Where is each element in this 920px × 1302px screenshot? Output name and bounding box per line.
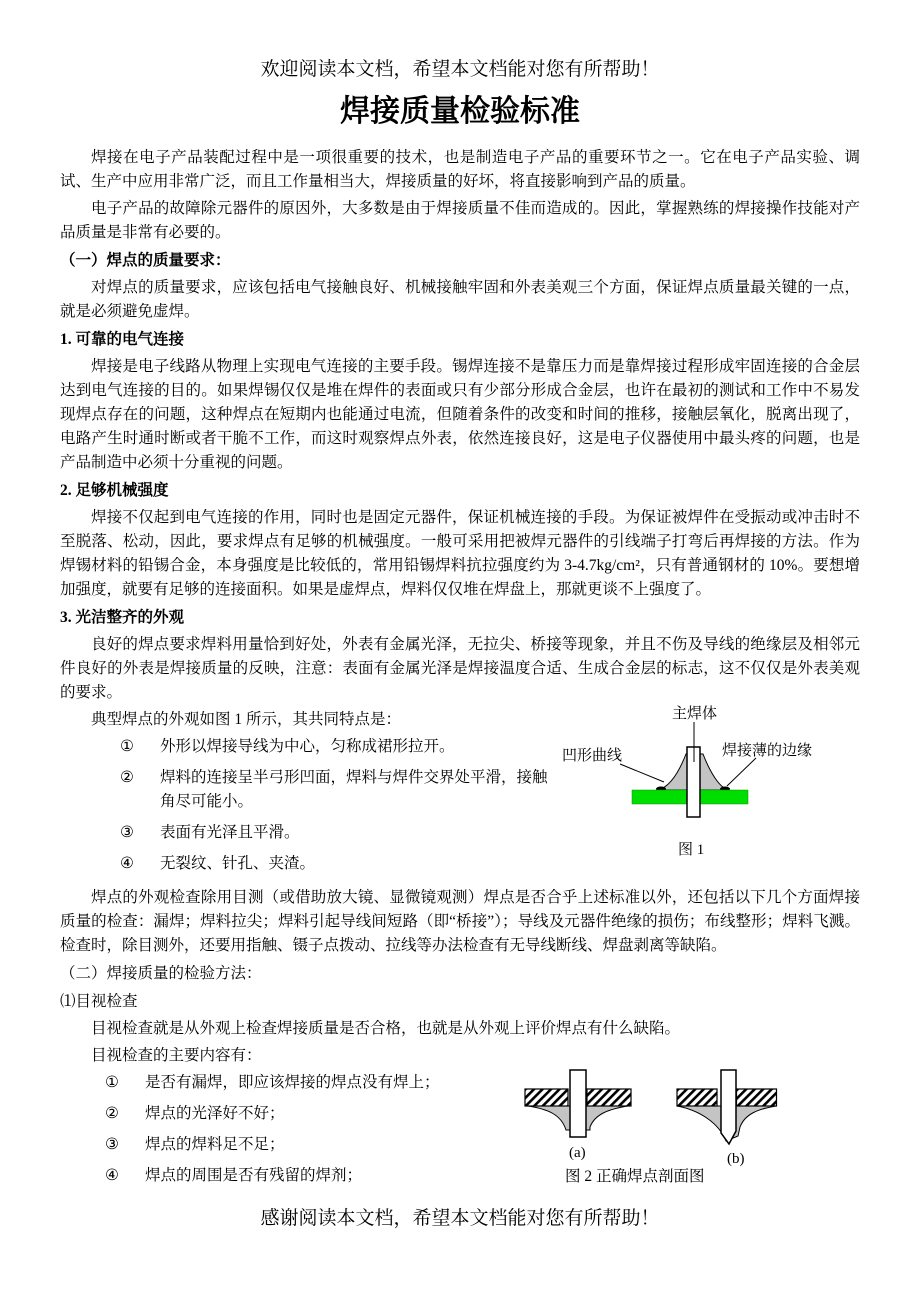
feature-lead-in: 典型焊点的外观如图 1 所示，其共同特点是： xyxy=(91,711,402,728)
list-item-marker: ③ xyxy=(120,824,134,841)
figure2-section xyxy=(60,1071,860,1195)
list-item xyxy=(60,735,560,759)
list-item-marker: ② xyxy=(105,1105,119,1122)
list-item-marker: ④ xyxy=(105,1167,119,1184)
section1-sub3-heading: 3. 光洁整齐的外观 xyxy=(60,609,185,626)
board-b-right-shape xyxy=(737,1089,777,1106)
header-note: 欢迎阅读本文档，希望本文档能对您有所帮助！ xyxy=(260,59,660,80)
section2-sub1-heading: ⑴目视检查 xyxy=(60,993,138,1010)
figure1-column xyxy=(560,708,860,883)
list-item xyxy=(60,766,560,814)
list-item-marker: ③ xyxy=(105,1136,119,1153)
figure1-caption: 图 1 xyxy=(678,842,705,858)
figure1-solder-joint-diagram xyxy=(560,702,860,872)
footer-note: 感谢阅读本文档，希望本文档能对您有所帮助！ xyxy=(260,1208,660,1229)
figure2-label-b: (b) xyxy=(727,1151,745,1167)
lead-b-shape xyxy=(721,1070,736,1144)
board-a-right-shape xyxy=(587,1089,631,1106)
section1-intro: 对焊点的质量要求，应该包括电气接触良好、机械接触牢固和外表美观三个方面，保证焊点质量最关键的一点，就是必须避免虚焊。 xyxy=(60,279,860,320)
board-a-left-shape xyxy=(525,1089,568,1106)
figure1-label-main-body: 主焊体 xyxy=(672,706,718,722)
list-item xyxy=(60,1071,505,1095)
figure2-solder-cross-section-diagram xyxy=(505,1057,860,1192)
list-item xyxy=(60,1133,505,1157)
section1-sub3-body: 良好的焊点要求焊料用量恰到好处，外表有金属光泽，无拉尖、桥接等现象，并且不伤及导线的绝缘层及相邻元件良好的外表是焊接质量的反映，注意：表面有金属光泽是焊接温度合适、生成合金层的标志，这不仅仅是外表美观的要求。 xyxy=(60,636,860,701)
figure2-label-a: (a) xyxy=(569,1145,586,1161)
list-item-marker: ④ xyxy=(120,855,134,872)
list-item-text: 焊点的光泽好不好； xyxy=(145,1105,285,1122)
figure2-column xyxy=(505,1071,860,1195)
list-item-text: 焊料的连接呈半弓形凹面，焊料与焊件交界处平滑，接触角尽可能小。 xyxy=(160,769,548,810)
section2-sub1-p2: 目视检查的主要内容有： xyxy=(91,1047,262,1064)
list-item-text: 焊点的周围是否有残留的焊剂； xyxy=(145,1167,363,1184)
page-title: 焊接质量检验标准 xyxy=(340,95,580,128)
list-item xyxy=(60,821,560,845)
list-item xyxy=(60,1102,505,1126)
list-item-text: 外形以焊接导线为中心，匀称成裙形拉开。 xyxy=(160,738,455,755)
figure2-text-column xyxy=(60,1071,505,1195)
list-item-text: 无裂纹、针孔、夹渣。 xyxy=(160,855,316,872)
board-b-left-shape xyxy=(677,1089,717,1106)
list-item-text: 表面有光泽且平滑。 xyxy=(160,824,300,841)
list-item xyxy=(60,852,560,876)
figure1-label-concave: 凹形曲线 xyxy=(562,748,623,764)
pointer-line-concave xyxy=(620,764,664,782)
figure1-label-thin-edge: 焊接薄的边缘 xyxy=(722,743,813,759)
section1-sub2-heading: 2. 足够机械强度 xyxy=(60,482,169,499)
section1-sub2-body: 焊接不仅起到电气连接的作用，同时也是固定元器件，保证机械连接的手段。为保证被焊件在受振动或冲击时不至脱落、松动，因此，要求焊点有足够的机械强度。一般可采用把被焊元器件的引线端子打弯后再焊接的方法。作为焊锡材料的铅锡合金，本身强度是比较低的，常用铅锡焊料抗拉强度约为 3-4.7kg/cm²，只有普通钢材的 10%。要想增加强度，就要有足够的连接面积。如果是虚焊点，焊料仅仅堆在焊盘上，那就更谈不上强度了。 xyxy=(60,509,860,598)
section1-sub1-heading: 1. 可靠的电气连接 xyxy=(60,331,185,348)
list-item-marker: ① xyxy=(120,738,134,755)
section1-heading: （一）焊点的质量要求： xyxy=(60,252,231,269)
list-item xyxy=(60,1164,505,1188)
intro-paragraph-2: 电子产品的故障除元器件的原因外，大多数是由于焊接质量不佳而造成的。因此，掌握熟练的焊接操作技能对产品质量是非常有必要的。 xyxy=(60,200,860,241)
intro-paragraph-1: 焊接在电子产品装配过程中是一项很重要的技术，也是制造电子产品的重要环节之一。它在电子产品实验、调试、生产中应用非常广泛，而且工作量相当大，焊接质量的好坏，将直接影响到产品的质量。 xyxy=(60,149,860,190)
list-item-text: 焊点的焊料足不足； xyxy=(145,1136,285,1153)
pointer-line-thin-edge xyxy=(727,758,756,786)
section1-outro: 焊点的外观检查除用目测（或借助放大镜、显微镜观测）焊点是否合乎上述标准以外，还包括以下几个方面焊接质量的检查：漏焊；焊料拉尖；焊料引起导线间短路（即“桥接”）；导线及元器件绝缘的损伤；布线整形；焊料飞溅。检查时，除目测外，还要用指触、镊子点拨动、拉线等办法检查有无导线断线、焊盘剥离等缺陷。 xyxy=(60,889,860,954)
list-item-marker: ② xyxy=(120,769,134,786)
figure2-caption: 图 2 正确焊点剖面图 xyxy=(565,1168,705,1185)
list-item-text: 是否有漏焊，即应该焊接的焊点没有焊上； xyxy=(145,1074,440,1091)
figure1-text-column xyxy=(60,708,560,883)
section1-sub1-body: 焊接是电子线路从物理上实现电气连接的主要手段。锡焊连接不是靠压力而是靠焊接过程形成牢固连接的合金层达到电气连接的目的。如果焊锡仅仅是堆在焊件的表面或只有少部分形成合金层，也许在最初的测试和工作中不易发现焊点存在的问题，这种焊点在短期内也能通过电流，但随着条件的改变和时间的推移，接触层氧化，脱离出现了，电路产生时通时断或者干脆不工作，而这时观察焊点外表，依然连接良好，这是电子仪器使用中最头疼的问题，也是产品制造中必须十分重视的问题。 xyxy=(60,358,860,471)
list-item-marker: ① xyxy=(105,1074,119,1091)
lead-a-shape xyxy=(570,1070,586,1137)
figure1-section xyxy=(60,708,860,883)
section2-heading: （二）焊接质量的检验方法： xyxy=(60,965,262,982)
section2-sub1-p1: 目视检查就是从外观上检查焊接质量是否合格，也就是从外观上评价焊点有什么缺陷。 xyxy=(91,1020,681,1037)
